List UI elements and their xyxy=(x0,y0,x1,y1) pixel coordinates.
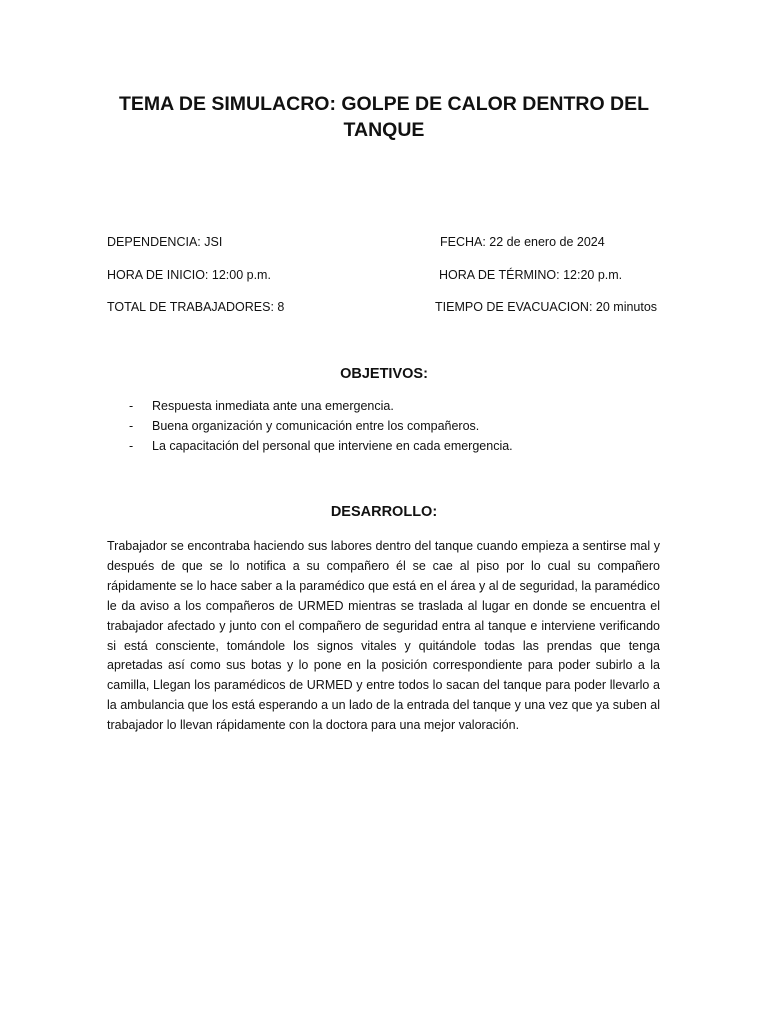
tiempo-evacuacion-field: TIEMPO DE EVACUACION: 20 minutos xyxy=(435,300,658,314)
hora-termino-field: HORA DE TÉRMINO: 12:20 p.m. xyxy=(439,268,623,282)
objetivos-heading: OBJETIVOS: xyxy=(340,366,428,382)
hora-inicio-field: HORA DE INICIO: 12:00 p.m. xyxy=(107,268,271,282)
desarrollo-paragraph: Trabajador se encontraba haciendo sus labores dentro del tanque cuando empieza a sentirse mal y después de que se lo notifica a su compañero él se cae al piso por lo cual su compañero rápidamente se lo hace saber a la paramédico que está en el área y al de seguridad, la paramédico le da aviso a los compañeros de URMED mientras se traslada al lugar en donde se encuentra el trabajador afectado y junto con el compañero de seguridad entra al tanque e interviene verificando si está consciente, tomándole los signos vitales y quitándole todas las prendas que tenga apretadas así como sus botas y lo pone en la posición correspondiente para poder subirlo a la camilla, Llegan los paramédicos de URMED y entre todos lo sacan del tanque para poder llevarlo a la ambulancia que los está esperando a un lado de la entrada del tanque y una vez que ya suben al trabajador lo llevan rápidamente con la doctora para una mejor valoración. xyxy=(107,539,660,733)
desarrollo-heading: DESARROLLO: xyxy=(330,504,438,520)
bullet-dash: - xyxy=(129,419,134,433)
list-item xyxy=(107,398,667,418)
objetivos-list xyxy=(107,398,667,458)
dependencia-field: DEPENDENCIA: JSI xyxy=(107,235,223,249)
bullet-dash: - xyxy=(129,439,134,453)
total-trabajadores-field: TOTAL DE TRABAJADORES: 8 xyxy=(107,300,285,314)
bullet-dash: - xyxy=(129,399,134,413)
objetivo-text: Respuesta inmediata ante una emergencia. xyxy=(152,399,394,413)
list-item xyxy=(107,418,667,438)
list-item xyxy=(107,438,667,458)
document-title: TEMA DE SIMULACRO: GOLPE DE CALOR DENTRO DEL TANQUE xyxy=(118,93,650,141)
objetivo-text: Buena organización y comunicación entre los compañeros. xyxy=(152,419,480,433)
fecha-field: FECHA: 22 de enero de 2024 xyxy=(440,235,605,249)
objetivo-text: La capacitación del personal que interviene en cada emergencia. xyxy=(152,439,513,453)
